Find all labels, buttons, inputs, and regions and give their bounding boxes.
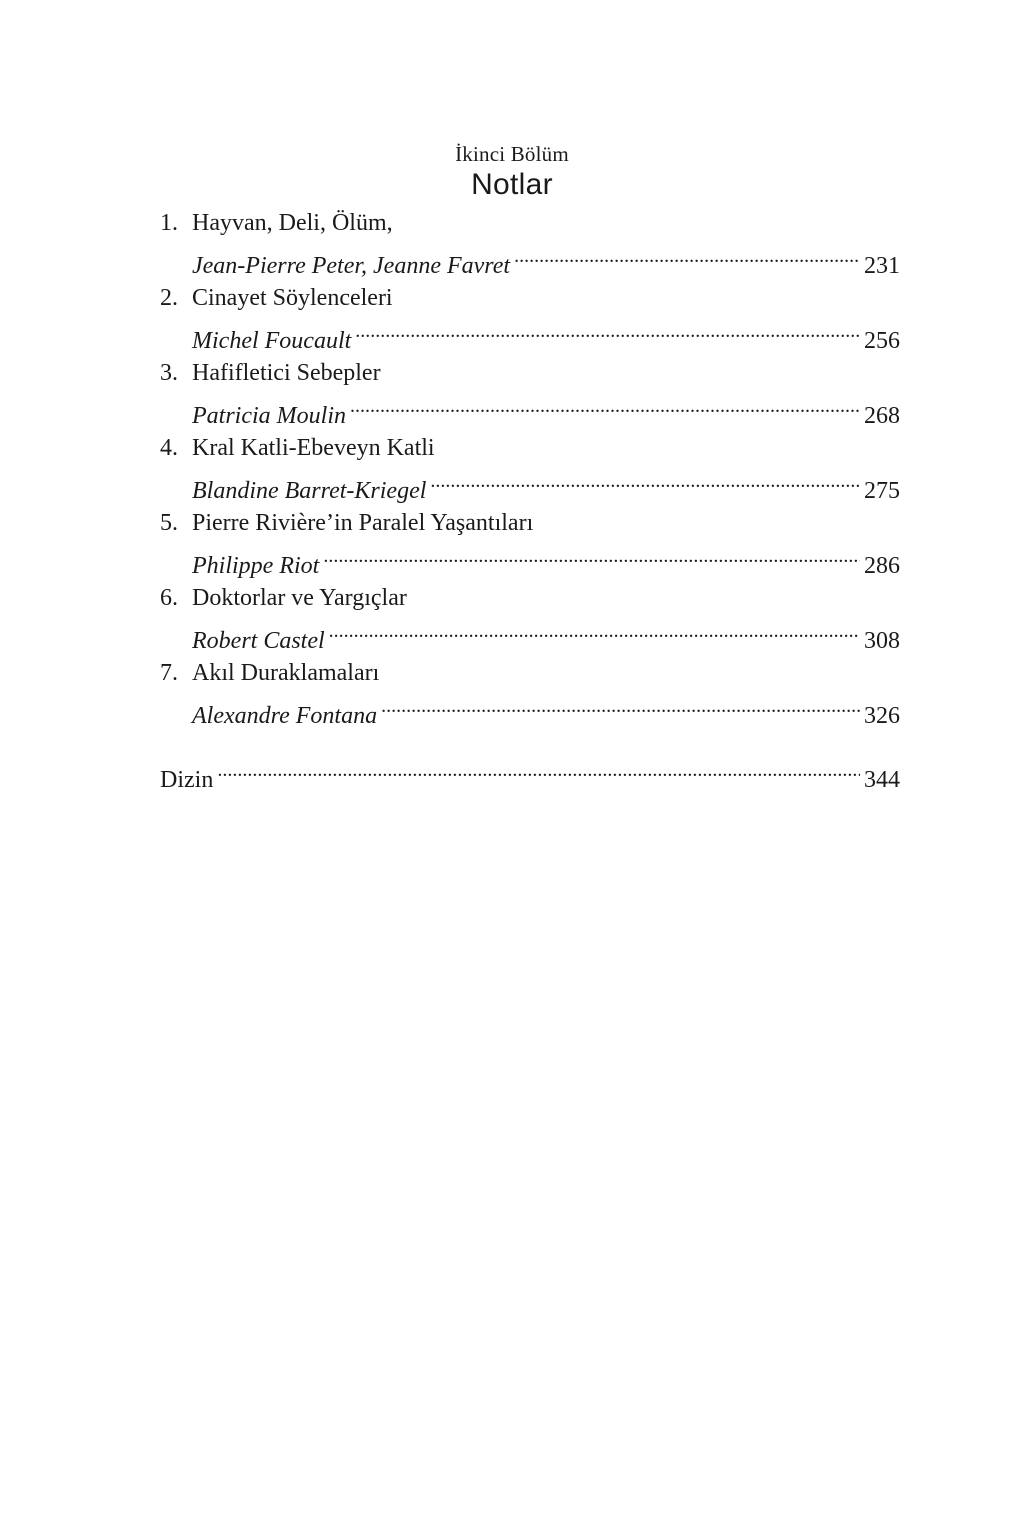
entry-page-number: 231: [864, 253, 900, 279]
entry-author: Alexandre Fontana: [192, 703, 378, 729]
index-label: Dizin: [160, 767, 214, 793]
dot-leader: [323, 540, 860, 573]
dot-leader: [350, 390, 860, 423]
entry-title: Akıl Duraklamaları: [192, 660, 380, 686]
entry-title: Kral Katli-Ebeveyn Katli: [192, 435, 435, 461]
entry-number: 4.: [160, 435, 178, 461]
toc-entry-2[interactable]: [160, 281, 900, 354]
section-label: İkinci Bölüm: [455, 142, 569, 166]
entry-title-line: [160, 356, 900, 390]
entry-author-line: [192, 540, 900, 579]
toc-entry-6[interactable]: [160, 581, 900, 654]
entry-author: Philippe Riot: [192, 553, 320, 579]
entry-author: Robert Castel: [192, 628, 325, 654]
toc-entry-4[interactable]: [160, 431, 900, 504]
entry-title-line: [160, 581, 900, 615]
entry-number: 7.: [160, 660, 178, 686]
entry-title: Doktorlar ve Yargıçlar: [192, 585, 407, 611]
entry-title-line: [160, 281, 900, 315]
entry-page-number: 275: [864, 478, 900, 504]
section-title: Notlar: [471, 168, 553, 201]
entry-number: 6.: [160, 585, 178, 611]
dot-leader: [217, 754, 860, 787]
entry-author: Patricia Moulin: [192, 403, 346, 429]
entry-author: Blandine Barret-Kriegel: [192, 478, 427, 504]
entry-number: 2.: [160, 285, 178, 311]
index-page-number: 344: [864, 767, 900, 793]
dot-leader: [381, 690, 860, 723]
table-of-contents: [160, 206, 900, 731]
entry-title: Hayvan, Deli, Ölüm,: [192, 210, 393, 236]
entry-author-line: [192, 690, 900, 729]
entry-number: 5.: [160, 510, 178, 536]
entry-title: Hafifletici Sebepler: [192, 360, 381, 386]
dot-leader: [355, 315, 860, 348]
dot-leader: [514, 240, 860, 273]
entry-title-line: [160, 506, 900, 540]
toc-entry-index[interactable]: [160, 754, 900, 793]
entry-author-line: [192, 240, 900, 279]
toc-entry-1[interactable]: [160, 206, 900, 279]
entry-title-line: [160, 656, 900, 690]
toc-entry-5[interactable]: [160, 506, 900, 579]
entry-page-number: 326: [864, 703, 900, 729]
toc-entry-3[interactable]: [160, 356, 900, 429]
dot-leader: [329, 615, 860, 648]
entry-number: 3.: [160, 360, 178, 386]
entry-author-line: [192, 465, 900, 504]
entry-author-line: [192, 315, 900, 354]
entry-number: 1.: [160, 210, 178, 236]
entry-title: Pierre Rivière’in Paralel Yaşantıları: [192, 510, 534, 536]
entry-title-line: [160, 431, 900, 465]
entry-page-number: 308: [864, 628, 900, 654]
entry-page-number: 268: [864, 403, 900, 429]
entry-author-line: [192, 615, 900, 654]
entry-author: Jean-Pierre Peter, Jeanne Favret: [192, 253, 511, 279]
entry-author: Michel Foucault: [192, 328, 352, 354]
entry-title: Cinayet Söylenceleri: [192, 285, 393, 311]
dot-leader: [430, 465, 860, 498]
entry-author-line: [192, 390, 900, 429]
entry-page-number: 286: [864, 553, 900, 579]
entry-title-line: [160, 206, 900, 240]
toc-entry-7[interactable]: [160, 656, 900, 729]
entry-page-number: 256: [864, 328, 900, 354]
